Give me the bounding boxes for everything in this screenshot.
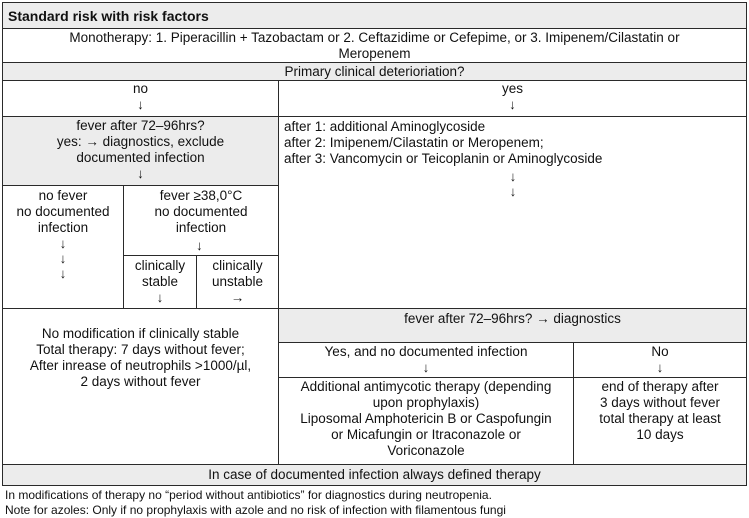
down-arrow-icon: ↓: [59, 266, 67, 281]
down-arrow-icon: ↓: [196, 238, 203, 253]
fever-check-line-3: documented infection: [76, 150, 205, 165]
clinically-stable: [123, 258, 197, 305]
end-therapy-line-3: total therapy at least: [599, 411, 721, 426]
no-fever-line-2: no documented: [16, 204, 110, 219]
yes-no-doc-label: Yes, and no documented infection: [324, 344, 528, 359]
no-label-text: No: [651, 344, 669, 359]
no-modification: [2, 326, 279, 390]
clinically-unstable: [196, 258, 279, 305]
documented-infection: In case of documented infection always defined therapy: [208, 467, 541, 482]
branch-yes: [278, 81, 747, 112]
fever-diag: fever after 72–96hrs? → diagnostics: [404, 311, 621, 326]
antimycotic-line-4: or Micafungin or Itraconazole or: [331, 427, 521, 442]
down-arrow-icon: ↓: [156, 290, 164, 305]
down-arrow-icon: ↓: [509, 97, 516, 112]
fever-38-line-2: no documented: [154, 204, 248, 219]
down-arrow-icon: ↓: [422, 360, 430, 375]
end-therapy: [573, 379, 747, 443]
antimycotic-line-2: upon prophylaxis): [372, 395, 480, 410]
footnote-2: Note for azoles: Only if no prophylaxis with azole and no risk of infection with filamentous fungi: [5, 503, 506, 517]
yes-step-3: after 3: Vancomycin or Teicoplanin or Aminoglycoside: [284, 151, 603, 166]
table-title: Standard risk with risk factors: [8, 8, 209, 24]
monotherapy-line-1: Monotherapy: 1. Piperacillin + Tazobactam or 2. Ceftazidime or Cefepime, or 3. Imipenem/Cilastatin or: [69, 30, 680, 45]
down-arrow-icon: ↓: [137, 97, 144, 112]
no-fever-line-3: infection: [37, 220, 89, 235]
end-therapy-line-2: 3 days without fever: [599, 395, 721, 410]
no-modification-line-2: Total therapy: 7 days without fever;: [36, 342, 245, 357]
clinically-unstable-line-1: clinically: [212, 258, 263, 273]
footnote-1: In modifications of therapy no “period without antibiotics” for diagnostics during neutropenia.: [5, 488, 492, 502]
monotherapy-line-2: Meropenem: [338, 46, 411, 61]
down-arrow-icon: ↓: [656, 360, 664, 375]
fever-38-arrow: [196, 238, 210, 253]
right-arrow-icon: →: [230, 290, 245, 305]
fever-check-line-2: yes: → diagnostics, exclude: [56, 134, 225, 149]
clinically-stable-line-2: stable: [141, 274, 179, 289]
down-arrow-icon: ↓: [59, 236, 67, 251]
end-therapy-line-4: 10 days: [636, 427, 684, 442]
yes-steps-arrows: [498, 169, 528, 199]
fever-check-line-1: fever after 72–96hrs?: [76, 118, 205, 133]
antimycotic-line-5: Voriconazole: [387, 443, 465, 458]
down-arrow-icon: ↓: [137, 166, 144, 181]
branch-yes-label: yes: [501, 81, 523, 96]
branch-no-label: no: [132, 81, 149, 96]
down-arrow-icon: ↓: [59, 251, 67, 266]
fever-38-line-3: infection: [175, 220, 227, 235]
yes-steps: [284, 119, 739, 167]
no-modification-line-4: 2 days without fever: [80, 374, 201, 389]
no-modification-line-3: After inrease of neutrophils >1000/µl,: [29, 358, 252, 373]
monotherapy-text: [2, 30, 747, 62]
clinically-stable-line-1: clinically: [134, 258, 186, 273]
yes-step-2: after 2: Imipenem/Cilastatin or Meropenem;: [284, 135, 544, 150]
down-arrow-icon: ↓: [509, 169, 517, 184]
antimycotic-line-1: Additional antimycotic therapy (depending: [300, 379, 552, 394]
fever-38: [123, 188, 279, 236]
no-fever: [2, 188, 124, 281]
no-fever-line-1: no fever: [38, 188, 88, 203]
no-modification-line-1: No modification if clinically stable: [41, 326, 240, 341]
no-label: [573, 344, 747, 375]
fever-38-line-1: fever ≥38,0°C: [159, 188, 243, 203]
fever-check: [2, 118, 279, 181]
primary-question: Primary clinical deterioriation?: [284, 64, 465, 79]
antimycotic-line-3: Liposomal Amphotericin B or Caspofungin: [300, 411, 552, 426]
yes-step-1: after 1: additional Aminoglycoside: [284, 119, 486, 134]
branch-no: [2, 81, 279, 112]
yes-no-doc: [278, 344, 574, 375]
clinically-unstable-line-2: unstable: [211, 274, 264, 289]
end-therapy-line-1: end of therapy after: [601, 379, 719, 394]
down-arrow-icon: ↓: [509, 184, 517, 199]
antimycotic: [278, 379, 574, 459]
